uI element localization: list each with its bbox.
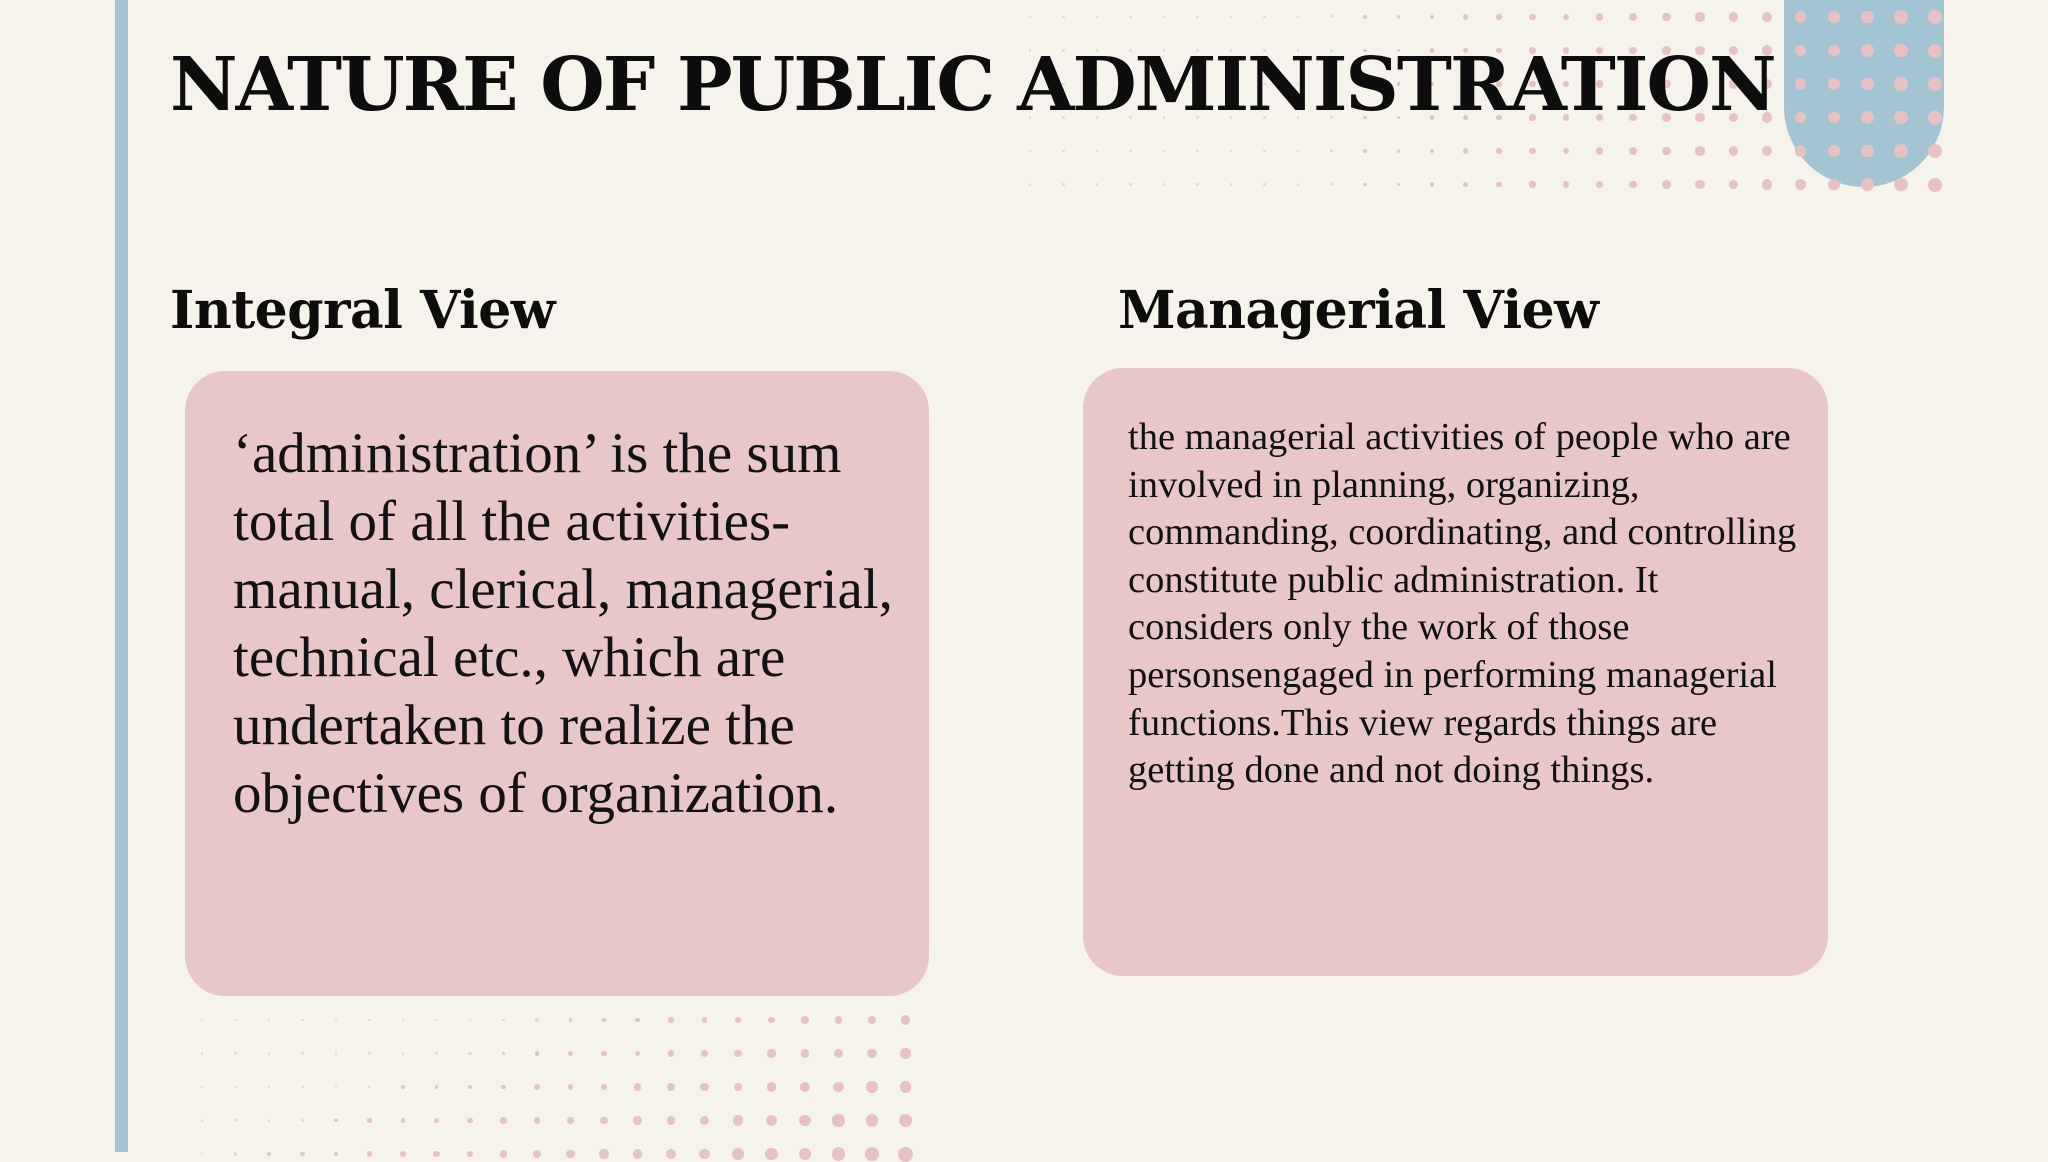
dot: [1762, 146, 1773, 157]
dot: [1729, 180, 1739, 190]
dot: [1363, 15, 1366, 18]
dot: [1029, 16, 1031, 18]
dot: [1928, 44, 1942, 58]
dot: [1263, 16, 1265, 18]
dot: [1695, 180, 1704, 189]
dot: [1129, 183, 1131, 185]
dot: [1096, 183, 1098, 185]
dot: [335, 1019, 337, 1021]
dot: [868, 1016, 877, 1025]
dot: [1062, 183, 1064, 185]
dot: [500, 1117, 506, 1123]
dot: [268, 1119, 271, 1122]
dot: [1463, 148, 1468, 153]
dot: [1430, 182, 1434, 186]
dot: [301, 1086, 303, 1088]
dot: [1828, 11, 1840, 23]
dot: [268, 1019, 270, 1021]
dot: [201, 1119, 203, 1121]
dot: [866, 1081, 877, 1092]
dot: [899, 1114, 912, 1127]
dot: [400, 1151, 406, 1157]
dot: [468, 1085, 472, 1089]
dot: [267, 1152, 271, 1156]
managerial-view-text: the managerial activities of people who are involved in planning, organizing, commanding, coordinating, and controlling constitute public administration. It considers only the work of those personsengaged in performing managerial functions.This view regards things are getting done and not doing things.: [1128, 416, 1797, 792]
dot: [1795, 78, 1806, 89]
dot: [1029, 150, 1031, 152]
dot: [866, 1114, 879, 1127]
dot: [1196, 183, 1198, 185]
dot: [1230, 183, 1232, 185]
dot: [502, 1019, 505, 1022]
dot: [1263, 183, 1265, 185]
dot: [667, 1116, 676, 1125]
dot: [1563, 14, 1570, 21]
dot: [566, 1150, 575, 1159]
dot: [535, 1018, 538, 1021]
dot: [567, 1117, 574, 1124]
dot: [1762, 179, 1773, 190]
dot: [501, 1085, 506, 1090]
dot: [867, 1049, 877, 1059]
dot: [1263, 150, 1265, 152]
dot: [832, 1147, 846, 1161]
dot: [667, 1083, 675, 1091]
dot: [599, 1149, 608, 1158]
dot: [1596, 147, 1603, 154]
dot: [1363, 149, 1366, 152]
dot: [1297, 16, 1300, 19]
dot: [1861, 145, 1874, 158]
dot: [800, 1082, 810, 1092]
dot: [500, 1150, 507, 1157]
dot: [502, 1052, 506, 1056]
dot: [1861, 178, 1874, 191]
dot: [1463, 182, 1468, 187]
dot: [1596, 181, 1603, 188]
dot: [668, 1050, 674, 1056]
dot: [1397, 149, 1401, 153]
dot: [699, 1149, 710, 1160]
dot: [301, 1119, 304, 1122]
dot: [1529, 148, 1535, 154]
dot: [201, 1019, 203, 1021]
dot: [900, 1081, 912, 1093]
dot: [1430, 15, 1434, 19]
dot: [1861, 111, 1874, 124]
dot: [367, 1151, 372, 1156]
dot: [234, 1152, 237, 1155]
integral-view-card: [185, 371, 929, 996]
dot: [865, 1147, 879, 1161]
dot: [1496, 182, 1502, 188]
dot: [1928, 178, 1942, 192]
slide-title: NATURE OF PUBLIC ADMINISTRATION: [170, 42, 1775, 128]
dot: [1163, 183, 1165, 185]
dot: [1795, 179, 1806, 190]
dot: [602, 1018, 606, 1022]
dot: [1096, 150, 1098, 152]
dot: [1662, 180, 1671, 189]
dot: [1662, 13, 1671, 22]
dot: [234, 1019, 236, 1021]
dot: [435, 1019, 437, 1021]
dot: [832, 1114, 844, 1126]
dot: [1297, 183, 1300, 186]
dot: [601, 1051, 606, 1056]
managerial-view-card: [1083, 368, 1828, 976]
dot: [1894, 178, 1907, 191]
dot: [1894, 44, 1907, 57]
dot: [668, 1017, 673, 1022]
dot: [1928, 111, 1942, 125]
dot: [1828, 78, 1840, 90]
dot: [1196, 16, 1198, 18]
dot: [601, 1084, 607, 1090]
dot: [1496, 148, 1502, 154]
dot: [1496, 14, 1502, 20]
dot: [1928, 144, 1942, 158]
dot: [468, 1052, 471, 1055]
dot: [666, 1149, 676, 1159]
dot: [201, 1086, 203, 1088]
dot: [1430, 149, 1434, 153]
dot: [835, 1016, 843, 1024]
dot: [368, 1052, 370, 1054]
dot: [401, 1118, 406, 1123]
dot: [1163, 16, 1165, 18]
dot: [1529, 181, 1535, 187]
dot: [1828, 145, 1840, 157]
dot: [732, 1148, 744, 1160]
dot: [766, 1115, 777, 1126]
dot: [901, 1015, 910, 1024]
dot: [535, 1051, 539, 1055]
dot: [1629, 13, 1637, 21]
dot: [633, 1116, 641, 1124]
dot: [1662, 147, 1671, 156]
dot: [833, 1082, 844, 1093]
dot: [301, 1052, 303, 1054]
dot: [1629, 147, 1637, 155]
corner-decoration: [1784, 0, 1944, 187]
integral-view-text: ‘administration’ is the sum total of all the activities- manual, clerical, managerial, technical etc., which are undertaken to realize the objectives of organization.: [233, 422, 893, 825]
dot: [300, 1152, 304, 1156]
dot: [734, 1050, 741, 1057]
dot: [700, 1116, 710, 1126]
dot: [1596, 13, 1603, 20]
dot: [1096, 16, 1098, 18]
dot: [700, 1083, 708, 1091]
dot: [1062, 16, 1064, 18]
dot: [568, 1084, 574, 1090]
dot: [301, 1019, 303, 1021]
dot: [768, 1017, 775, 1024]
dot: [1894, 111, 1907, 124]
dot: [1330, 149, 1333, 152]
dot: [533, 1150, 541, 1158]
dot: [834, 1049, 843, 1058]
dot: [799, 1148, 812, 1161]
dot: [234, 1086, 236, 1088]
dot: [1729, 12, 1739, 22]
dot: [799, 1115, 810, 1126]
dot: [1397, 183, 1401, 187]
dot: [1029, 183, 1031, 185]
dot: [635, 1051, 641, 1057]
dot: [1729, 146, 1739, 156]
dot: [734, 1083, 743, 1092]
dot: [1397, 15, 1401, 19]
dot: [1629, 181, 1637, 189]
dot: [201, 1052, 203, 1054]
dot: [1297, 150, 1300, 153]
dot: [1463, 14, 1468, 19]
dot: [1129, 150, 1131, 152]
dot: [467, 1118, 473, 1124]
dot: [1563, 181, 1570, 188]
dot: [635, 1018, 640, 1023]
dot: [1563, 148, 1570, 155]
dot: [1230, 16, 1232, 18]
dot: [765, 1148, 777, 1160]
dot: [633, 1149, 643, 1159]
dot: [600, 1117, 608, 1125]
dot: [268, 1086, 270, 1088]
dot: [1795, 11, 1806, 22]
dot: [767, 1082, 776, 1091]
dot: [569, 1018, 573, 1022]
dot: [367, 1118, 371, 1122]
dot: [1861, 78, 1874, 91]
dot: [568, 1051, 573, 1056]
dot: [1230, 150, 1232, 152]
dot: [735, 1017, 741, 1023]
dot: [1861, 11, 1874, 24]
dot: [1861, 44, 1874, 57]
dot: [1795, 145, 1806, 156]
dot: [335, 1086, 338, 1089]
dot: [801, 1016, 808, 1023]
dot: [201, 1153, 204, 1156]
integral-view-heading: Integral View: [170, 280, 556, 341]
dot: [368, 1019, 370, 1021]
dot: [801, 1049, 810, 1058]
dot: [1695, 146, 1704, 155]
dot: [402, 1019, 404, 1021]
dot: [634, 1083, 641, 1090]
dot: [534, 1117, 541, 1124]
managerial-view-heading: Managerial View: [1118, 280, 1599, 341]
dot: [702, 1017, 708, 1023]
dot: [1695, 12, 1704, 21]
dot: [335, 1052, 337, 1054]
dot: [435, 1052, 438, 1055]
dot: [701, 1050, 708, 1057]
dot: [1163, 150, 1165, 152]
dot: [435, 1085, 439, 1089]
dot: [368, 1086, 371, 1089]
dot: [767, 1049, 775, 1057]
dot: [1894, 144, 1907, 157]
dot: [534, 1084, 539, 1089]
dot: [1062, 150, 1064, 152]
dot: [1762, 12, 1773, 23]
dot: [434, 1118, 439, 1123]
dot: [469, 1019, 471, 1021]
dot: [1330, 15, 1333, 18]
dot: [900, 1048, 910, 1058]
dot: [1196, 150, 1198, 152]
dot: [234, 1052, 236, 1054]
dot: [733, 1115, 743, 1125]
dot: [1928, 77, 1942, 91]
dot: [334, 1119, 338, 1123]
dot: [1129, 16, 1131, 18]
dot: [1363, 183, 1366, 186]
dot: [1928, 10, 1942, 24]
dot: [1894, 10, 1907, 23]
dot: [234, 1119, 236, 1121]
dot: [1894, 77, 1907, 90]
dot: [1529, 14, 1535, 20]
left-accent-bar: [115, 0, 128, 1152]
dot: [401, 1085, 404, 1088]
dot: [268, 1052, 270, 1054]
dot: [334, 1152, 339, 1157]
dot: [898, 1147, 913, 1162]
dot: [402, 1052, 404, 1054]
dot: [1828, 179, 1840, 191]
dot: [1330, 183, 1333, 186]
